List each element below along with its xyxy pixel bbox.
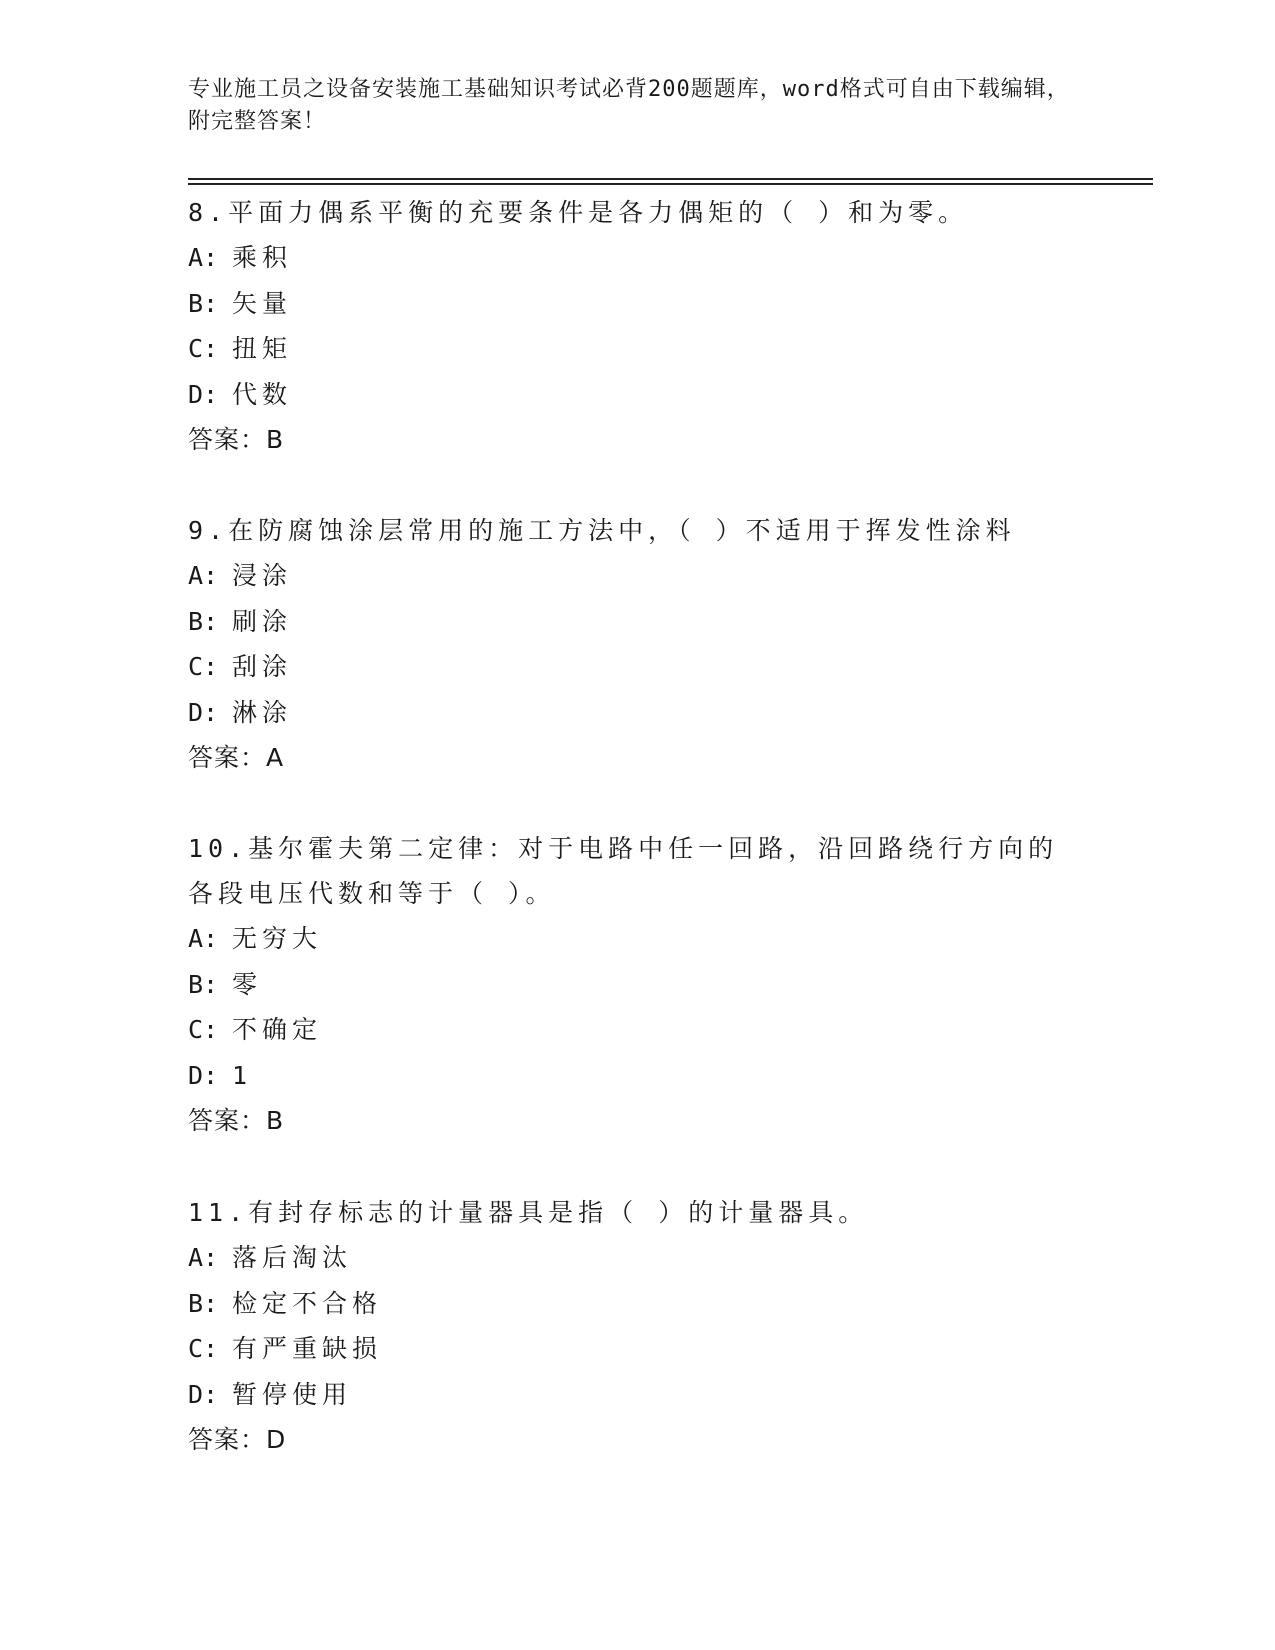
question-11	[188, 1190, 1088, 1463]
question-9	[188, 508, 1088, 781]
option-text: 暂停使用	[232, 1379, 353, 1409]
option-key: B:	[188, 1288, 219, 1318]
option-text: 刷涂	[232, 606, 293, 636]
option-text: 代数	[232, 379, 293, 409]
answer-line: 答案：B	[188, 425, 285, 455]
option-text: 乘积	[232, 243, 293, 272]
option-text: 刮涂	[232, 652, 293, 682]
question-10	[188, 826, 1088, 1144]
option-c	[188, 326, 1088, 372]
option-text: 无穷大	[232, 924, 323, 953]
option-key: B:	[188, 969, 219, 999]
option-b	[188, 599, 1088, 645]
question-text: 9.在防腐蚀涂层常用的施工方法中，（ ）不适用于挥发性涂料	[188, 516, 1016, 545]
option-b	[188, 1281, 1088, 1327]
header-divider-top	[188, 178, 1153, 180]
option-key: C:	[188, 1334, 219, 1364]
option-key: A:	[188, 924, 219, 953]
option-key: A:	[188, 1243, 219, 1272]
option-key: D:	[188, 1379, 219, 1409]
option-d	[188, 690, 1088, 736]
option-key: C:	[188, 334, 219, 364]
option-c	[188, 1326, 1088, 1372]
option-key: A:	[188, 561, 219, 590]
question-text: 11.有封存标志的计量器具是指（ ）的计量器具。	[188, 1198, 869, 1227]
option-d	[188, 1053, 1088, 1099]
header-divider-bottom	[188, 183, 1153, 185]
option-a	[188, 1235, 1088, 1281]
option-a	[188, 916, 1088, 962]
option-a	[188, 235, 1088, 281]
option-a	[188, 553, 1088, 599]
option-text: 不确定	[232, 1015, 323, 1045]
question-text: 8.平面力偶系平衡的充要条件是各力偶矩的（ ）和为零。	[188, 198, 969, 227]
option-text: 扭矩	[232, 334, 293, 364]
option-key: C:	[188, 1015, 219, 1045]
option-key: D:	[188, 379, 219, 409]
option-key: A:	[188, 243, 219, 272]
option-key: D:	[188, 1060, 219, 1090]
option-d	[188, 1372, 1088, 1418]
option-c	[188, 644, 1088, 690]
question-text: 10.基尔霍夫第二定律：对于电路中任一回路，沿回路绕行方向的各段电压代数和等于（ ）。	[188, 834, 1059, 908]
answer-line: 答案：B	[188, 1106, 285, 1136]
option-c	[188, 1007, 1088, 1053]
option-key: C:	[188, 652, 219, 682]
option-text: 检定不合格	[232, 1288, 383, 1318]
question-8	[188, 190, 1088, 463]
option-key: B:	[188, 606, 219, 636]
document-header: 专业施工员之设备安装施工基础知识考试必背200题题库，word格式可自由下载编辑，附完整答案！	[188, 77, 1070, 134]
option-text: 1	[232, 1060, 253, 1090]
option-b	[188, 281, 1088, 327]
option-text: 有严重缺损	[232, 1334, 383, 1364]
option-text: 矢量	[232, 288, 293, 318]
option-text: 淋涂	[232, 697, 293, 727]
option-key: D:	[188, 697, 219, 727]
option-text: 浸涂	[232, 561, 293, 590]
option-b	[188, 962, 1088, 1008]
option-key: B:	[188, 288, 219, 318]
answer-line: 答案：D	[188, 1425, 287, 1455]
option-text: 零	[232, 969, 263, 999]
option-d	[188, 372, 1088, 418]
option-text: 落后淘汰	[232, 1243, 353, 1272]
answer-line: 答案：A	[188, 743, 285, 773]
